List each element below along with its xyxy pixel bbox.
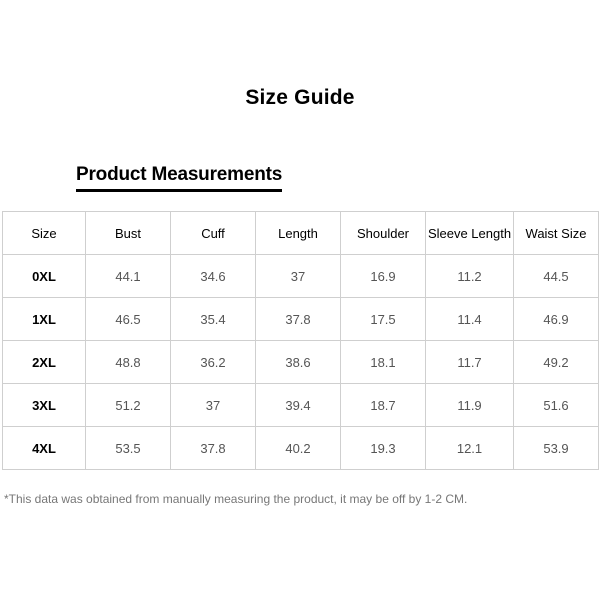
page-title: Size Guide bbox=[245, 86, 355, 109]
length-cell: 38.6 bbox=[256, 341, 341, 384]
section-heading bbox=[76, 164, 282, 192]
waist-size-cell: 53.9 bbox=[514, 427, 599, 470]
length-cell: 39.4 bbox=[256, 384, 341, 427]
size-table bbox=[2, 211, 599, 470]
shoulder-cell: 18.7 bbox=[341, 384, 426, 427]
header-size: Size bbox=[3, 212, 86, 255]
table-row bbox=[3, 255, 599, 298]
cuff-cell: 37 bbox=[171, 384, 256, 427]
length-cell: 37.8 bbox=[256, 298, 341, 341]
cuff-cell: 34.6 bbox=[171, 255, 256, 298]
sleeve-length-cell: 12.1 bbox=[426, 427, 514, 470]
table-row bbox=[3, 384, 599, 427]
size-cell: 2XL bbox=[3, 341, 86, 384]
section-heading-text: Product Measurements bbox=[76, 164, 282, 192]
waist-size-cell: 44.5 bbox=[514, 255, 599, 298]
size-cell: 4XL bbox=[3, 427, 86, 470]
sleeve-length-cell: 11.7 bbox=[426, 341, 514, 384]
cuff-cell: 35.4 bbox=[171, 298, 256, 341]
table-row bbox=[3, 341, 599, 384]
size-cell: 3XL bbox=[3, 384, 86, 427]
sleeve-length-cell: 11.4 bbox=[426, 298, 514, 341]
header-bust: Bust bbox=[86, 212, 171, 255]
table-row bbox=[3, 298, 599, 341]
waist-size-cell: 51.6 bbox=[514, 384, 599, 427]
shoulder-cell: 16.9 bbox=[341, 255, 426, 298]
bust-cell: 53.5 bbox=[86, 427, 171, 470]
length-cell: 40.2 bbox=[256, 427, 341, 470]
header-sleeve-length: Sleeve Length bbox=[426, 212, 514, 255]
shoulder-cell: 18.1 bbox=[341, 341, 426, 384]
table-row bbox=[3, 427, 599, 470]
header-waist-size: Waist Size bbox=[514, 212, 599, 255]
size-cell: 0XL bbox=[3, 255, 86, 298]
bust-cell: 51.2 bbox=[86, 384, 171, 427]
cuff-cell: 37.8 bbox=[171, 427, 256, 470]
waist-size-cell: 49.2 bbox=[514, 341, 599, 384]
header-shoulder: Shoulder bbox=[341, 212, 426, 255]
length-cell: 37 bbox=[256, 255, 341, 298]
bust-cell: 48.8 bbox=[86, 341, 171, 384]
cuff-cell: 36.2 bbox=[171, 341, 256, 384]
size-cell: 1XL bbox=[3, 298, 86, 341]
header-length: Length bbox=[256, 212, 341, 255]
measurement-disclaimer: *This data was obtained from manually measuring the product, it may be off by 1-2 CM. bbox=[4, 492, 468, 506]
sleeve-length-cell: 11.2 bbox=[426, 255, 514, 298]
waist-size-cell: 46.9 bbox=[514, 298, 599, 341]
sleeve-length-cell: 11.9 bbox=[426, 384, 514, 427]
shoulder-cell: 19.3 bbox=[341, 427, 426, 470]
header-cuff: Cuff bbox=[171, 212, 256, 255]
table-header-row bbox=[3, 212, 599, 255]
shoulder-cell: 17.5 bbox=[341, 298, 426, 341]
bust-cell: 44.1 bbox=[86, 255, 171, 298]
bust-cell: 46.5 bbox=[86, 298, 171, 341]
